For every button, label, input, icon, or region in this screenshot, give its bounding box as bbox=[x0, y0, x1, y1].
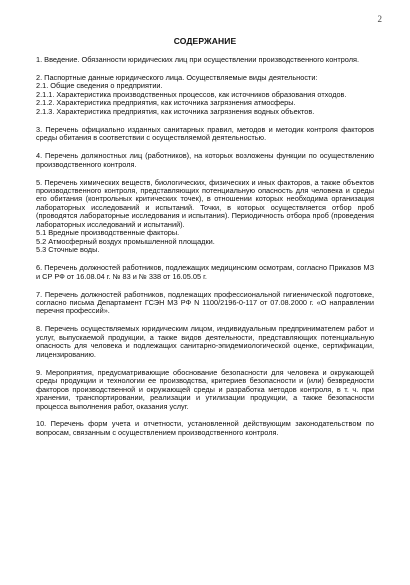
toc-subitem: 2.1. Общие сведения о предприятии. bbox=[36, 81, 163, 91]
toc-section-1 bbox=[36, 56, 374, 64]
toc-section-text: 4. Перечень должностных лиц (работников), на которых возложены функции по осуществлению производственного контроля. bbox=[36, 151, 374, 169]
page-number: 2 bbox=[377, 14, 382, 24]
toc-section-text: 5. Перечень химических веществ, биологических, физических и иных факторов, а также объектов производственного контроля, представляющих потенциальную опасность для человека и среды его обитания (контрольных критических точек), в отношении которых необходима организация лабораторных исследований и испытаний. Точки, в которых осуществляется отбор проб (проводятся лабораторные исследования и испытания). Периодичность отбора проб (проведения лабораторных исследований и испытаний). bbox=[36, 177, 374, 229]
toc-section-text: 7. Перечень должностей работников, подлежащих профессиональной гигиенической подготовке, согласно письма Департамент ГСЭН МЗ РФ N 1100/2196-0-117 от 07.08.2000 г. «О направлении перечня профессий». bbox=[36, 289, 374, 316]
toc-subitem: 5.3 Сточные воды. bbox=[36, 245, 100, 255]
toc-section-6 bbox=[36, 264, 374, 281]
toc-section-4 bbox=[36, 152, 374, 169]
toc-section-text: 6. Перечень должностей работников, подлежащих медицинским осмотрам, согласно Приказов МЗ и СР РФ от 16.08.04 г. № 83 и № 338 от 16.05.05 г. bbox=[36, 263, 374, 281]
toc-section-text: 3. Перечень официально изданных санитарных правил, методов и методик контроля факторов среды обитания в соответствии с осуществляемой деятельностью. bbox=[36, 124, 374, 143]
toc-section-2 bbox=[36, 74, 374, 116]
toc-section-text: 10. Перечень форм учета и отчетности, установленной действующим законодательством по вопросам, связанным с осуществлением производственного контроля. bbox=[36, 419, 374, 437]
toc-section-text: 1. Введение. Обязанности юридических лиц при осуществлении производственного контроля. bbox=[36, 55, 360, 64]
toc-subitem: 2.1.3. Характеристика предприятия, как источника загрязнения водных объектов. bbox=[36, 106, 315, 116]
page-title: СОДЕРЖАНИЕ bbox=[173, 36, 237, 46]
toc-subitem: 5.2 Атмосферный воздух промышленной площадки. bbox=[36, 236, 215, 246]
toc-section-10 bbox=[36, 420, 374, 437]
toc-section-8 bbox=[36, 325, 374, 359]
toc-section-3 bbox=[36, 126, 374, 143]
toc-section-7 bbox=[36, 291, 374, 316]
toc-section-text: 2. Паспортные данные юридического лица. Осуществляемые виды деятельности: bbox=[36, 72, 318, 82]
toc-subitem: 2.1.1. Характеристика производственных процессов, как источников образования отходов. bbox=[36, 89, 347, 99]
toc-subitem: 2.1.2. Характеристика предприятия, как источника загрязнения атмосферы. bbox=[36, 98, 296, 108]
toc-subitem: 5.1 Вредные производственные факторы. bbox=[36, 228, 180, 238]
toc-section-text: 9. Мероприятия, предусматривающие обоснование безопасности для человека и окружающей среды продукции и технологии ее производства, критериев безопасности и (или) безвредности факторов производственной и окружающей среды и разработка методов контроля, в т. ч. при хранении, транспортировании, реализации и утилизации продукции, а также безопасности процесса выполнения работ, оказания услуг. bbox=[36, 367, 374, 411]
toc-section-9 bbox=[36, 369, 374, 411]
toc-section-text: 8. Перечень осуществляемых юридическим лицом, индивидуальным предпринимателем работ и услуг, выпускаемой продукции, а также видов деятельности, представляющих потенциальную опасность для человека и подлежащих санитарно-эпидемиологической оценке, сертификации, лицензированию. bbox=[36, 324, 374, 359]
table-of-contents bbox=[36, 56, 374, 447]
toc-section-5 bbox=[36, 179, 374, 255]
